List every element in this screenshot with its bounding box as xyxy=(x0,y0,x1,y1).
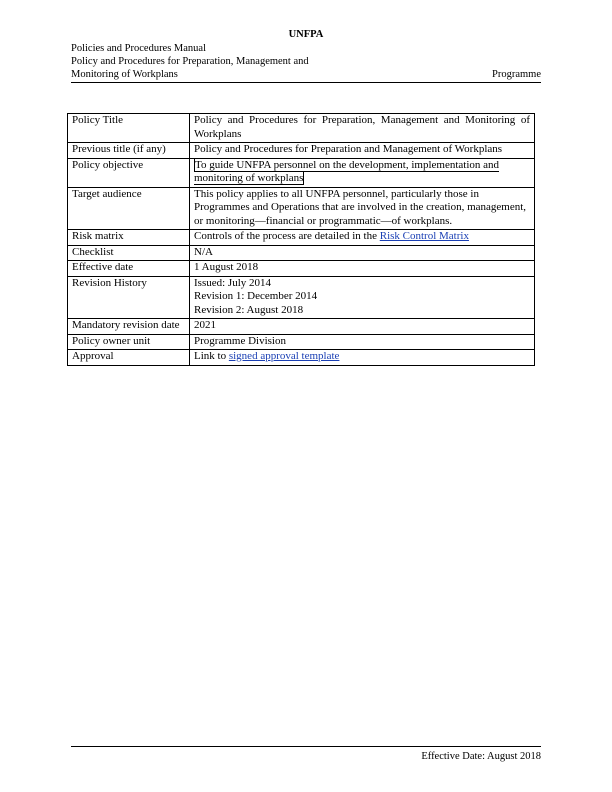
policy-objective-label: Policy objective xyxy=(68,158,190,187)
checklist-label: Checklist xyxy=(68,245,190,261)
checklist-value: N/A xyxy=(190,245,535,261)
policy-header-title: Policy and Procedures for Preparation, Management and xyxy=(71,56,309,67)
policy-owner-value: Programme Division xyxy=(190,334,535,350)
risk-control-matrix-link[interactable]: Risk Control Matrix xyxy=(379,230,469,242)
effective-date-label: Effective date xyxy=(68,261,190,277)
revision-line-1: Revision 1: December 2014 xyxy=(194,290,318,302)
target-audience-label: Target audience xyxy=(68,187,190,230)
organization-name: UNFPA xyxy=(288,29,324,40)
table-row xyxy=(68,187,535,230)
approval-cell xyxy=(190,350,535,366)
mandatory-revision-label: Mandatory revision date xyxy=(68,319,190,335)
table-row xyxy=(68,334,535,350)
revision-line-issued: Issued: July 2014 xyxy=(194,276,271,289)
previous-title-value: Policy and Procedures for Preparation and Management of Workplans xyxy=(190,143,535,159)
table-row xyxy=(68,319,535,335)
table-row xyxy=(68,245,535,261)
page-footer xyxy=(71,746,541,762)
table-row xyxy=(68,350,535,366)
approval-label: Approval xyxy=(68,350,190,366)
table-row xyxy=(68,114,535,143)
risk-matrix-label: Risk matrix xyxy=(68,230,190,246)
table-row xyxy=(68,230,535,246)
footer-effective-date: Effective Date: August 2018 xyxy=(421,751,541,762)
policy-objective-value: To guide UNFPA personnel on the development, implementation and monitoring of workplans xyxy=(194,158,500,184)
previous-title-label: Previous title (if any) xyxy=(68,143,190,159)
risk-matrix-cell xyxy=(190,230,535,246)
policy-objective-cell xyxy=(190,158,535,187)
policy-info-table xyxy=(67,113,535,366)
risk-matrix-text: Controls of the process are detailed in the xyxy=(194,230,380,242)
revision-history-cell xyxy=(190,276,535,319)
page-header xyxy=(71,28,541,83)
revision-history-label: Revision History xyxy=(68,276,190,319)
section-name: Programme xyxy=(492,69,541,80)
header-last-line xyxy=(71,68,541,83)
manual-title: Policies and Procedures Manual xyxy=(71,43,207,54)
table-row xyxy=(68,276,535,319)
effective-date-value: 1 August 2018 xyxy=(190,261,535,277)
signed-approval-template-link[interactable]: signed approval template xyxy=(228,350,340,362)
revision-line-2: Revision 2: August 2018 xyxy=(194,303,304,316)
table-row xyxy=(68,158,535,187)
approval-text: Link to xyxy=(194,350,229,362)
policy-header-title-cont: Monitoring of Workplans xyxy=(71,69,178,80)
policy-title-value: Policy and Procedures for Preparation, Management and Monitoring of Workplans xyxy=(190,114,535,143)
table-row xyxy=(68,261,535,277)
policy-title-label: Policy Title xyxy=(68,114,190,143)
table-row xyxy=(68,143,535,159)
target-audience-value: This policy applies to all UNFPA personnel, particularly those in Programmes and Operations that are involved in the creation, management, or monitoring—financial or programmatic—of workplans. xyxy=(190,187,535,230)
mandatory-revision-value: 2021 xyxy=(190,319,535,335)
policy-owner-label: Policy owner unit xyxy=(68,334,190,350)
